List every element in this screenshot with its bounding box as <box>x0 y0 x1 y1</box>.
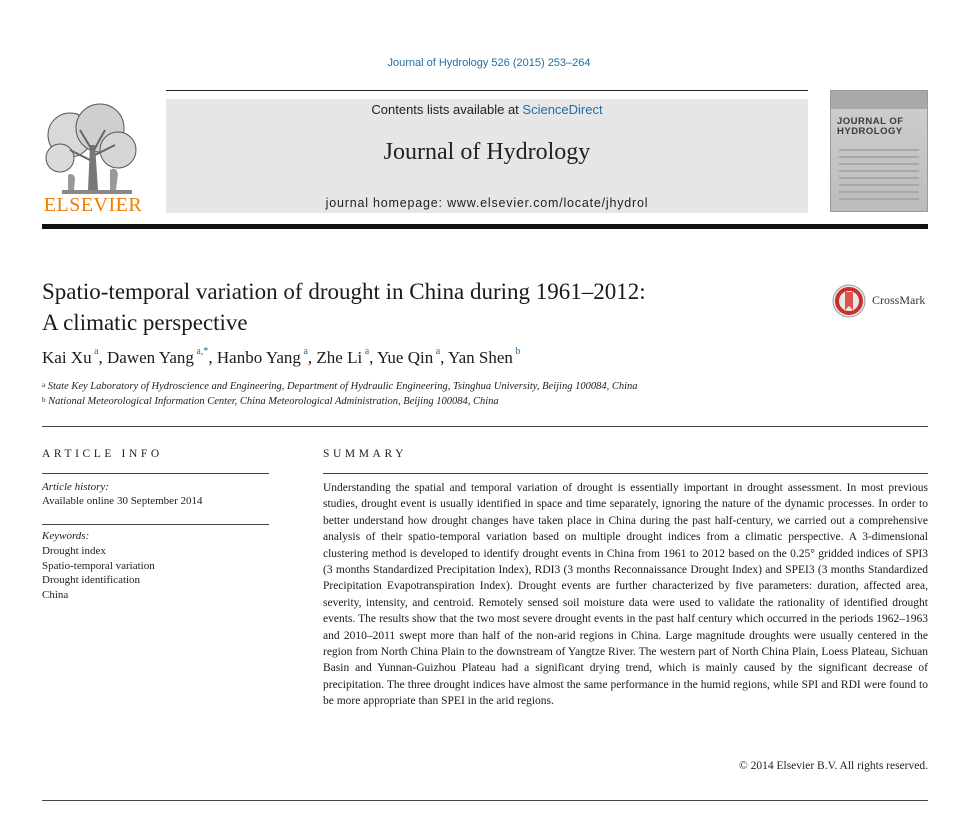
affiliation-sup: a <box>42 381 46 389</box>
keywords-rule <box>42 524 269 525</box>
article-title-line2: A climatic perspective <box>42 310 248 335</box>
journal-title: Journal of Hydrology <box>383 139 591 165</box>
contents-prefix: Contents lists available at <box>371 102 523 117</box>
author-affil-sup[interactable]: a <box>303 346 308 357</box>
cover-title-line1: JOURNAL OF <box>837 116 904 127</box>
article-info-rule <box>42 473 269 474</box>
journal-homepage[interactable]: journal homepage: www.elsevier.com/locate/jhydrol <box>325 196 649 210</box>
bottom-divider <box>42 800 928 801</box>
affiliation-b <box>42 396 922 407</box>
cover-decoration <box>839 149 919 205</box>
keywords-list <box>42 544 155 602</box>
author-name[interactable]: Zhe Li <box>316 348 363 367</box>
keyword-item: Drought identification <box>42 574 141 587</box>
keyword-item: Drought index <box>42 545 106 557</box>
copyright-notice: © 2014 Elsevier B.V. All rights reserved. <box>739 760 928 772</box>
crossmark-badge[interactable] <box>832 284 932 318</box>
article-title-line1: Spatio-temporal variation of drought in China during 1961–2012: <box>42 279 646 304</box>
crossmark-icon <box>832 284 866 318</box>
keywords-label: Keywords: <box>42 530 90 542</box>
author-affil-sup[interactable]: a <box>94 346 99 357</box>
author-affil-sup[interactable]: b <box>515 346 521 357</box>
header-divider <box>42 224 928 229</box>
journal-cover-thumbnail[interactable] <box>830 90 928 212</box>
keyword-item: Spatio-temporal variation <box>42 559 155 572</box>
author-name[interactable]: Kai Xu <box>42 348 92 367</box>
author-affil-sup[interactable]: a,* <box>196 346 209 357</box>
publisher-logo-text: ELSEVIER <box>43 194 143 216</box>
affiliation-sup: b <box>42 396 46 404</box>
summary-rule <box>323 473 928 474</box>
summary-heading: SUMMARY <box>323 448 407 460</box>
article-info-heading: ARTICLE INFO <box>42 448 163 460</box>
cover-band <box>831 91 927 109</box>
article-history-value: Available online 30 September 2014 <box>42 495 203 507</box>
journal-citation-link[interactable]: Journal of Hydrology 526 (2015) 253–264 <box>387 57 591 69</box>
abstract-text: Understanding the spatial and temporal variation of drought is essentially important in drought assessment. In most previous studies, drought event is usually identified in space and time separately, ignoring the nature of the dynamic processes. In order to better understand how drought changes have taken place in China during the past half-century, we carried out a comprehensive analysis of their spatio-temporal variation based on multiple drought indices from a climatic perspective. A 3-dimensional clustering method is developed to identify drought events in China from 1961 to 2012 based on the 0.25° gridded indices of SPI3 (3 months Standardized Precipitation Index), RDI3 (3 months Reconnaissance Drought Index) and SPEI3 (3 months Standardized Precipitation Evapotranspiration Index). Drought events are further characterized by five parameters: duration, affected area, severity, intensity, and centroid. Remotely sensed soil moisture data were used to validate the rationality of identified drought events. The results show that the two most severe drought events in the past half century which occurred in the periods 1962–1963 and 2010–2011 swept more than half of the non-arid regions in China. Large magnitude droughts were usually centered in the region from North China Plain to the downstream of Yangtze River. The western part of North China Plain, Loess Plateau, Sichuan Basin and Yunnan-Guizhou Plateau had a significant drying trend, which is mainly caused by the significant decrease of precipitation. The three drought indices have almost the same performance in the humid regions, while SPI and RDI were found to be more appropriate than SPEI in the arid regions. <box>323 482 928 708</box>
affiliation-text: State Key Laboratory of Hydroscience and Engineering, Department of Hydraulic Engineering, Tsinghua University, Beijing 100084, China <box>47 381 638 392</box>
author-list: Kai Xu $^a$, Dawen Yang $^{a,*}$, Hanbo Yang $^a$, Zhe Li $^a$, Yue Qin $^a$, Yan Shen $^b$ <box>42 346 521 367</box>
author-name[interactable]: Yue Qin <box>377 348 434 367</box>
author-affil-sup[interactable]: a <box>364 346 370 357</box>
cover-title <box>837 117 923 137</box>
affiliation-a <box>42 381 922 392</box>
masthead-top-rule <box>166 90 808 91</box>
affiliation-text: National Meteorological Information Center, China Meteorological Administration, Beijing 100084, China <box>48 396 499 407</box>
sciencedirect-link[interactable]: ScienceDirect <box>522 102 603 117</box>
crossmark-label: CrossMark <box>872 293 926 307</box>
cover-title-line2: HYDROLOGY <box>837 126 903 137</box>
author-name[interactable]: Hanbo Yang <box>216 348 301 367</box>
author-name[interactable]: Yan Shen <box>448 348 513 367</box>
keyword-item: China <box>42 588 69 601</box>
affiliations-divider <box>42 426 928 427</box>
author-affil-sup[interactable]: a <box>435 346 441 357</box>
author-name[interactable]: Dawen Yang <box>107 348 194 367</box>
article-history-label: Article history: <box>42 481 109 493</box>
article-title <box>42 276 802 338</box>
contents-available-line <box>166 102 808 117</box>
